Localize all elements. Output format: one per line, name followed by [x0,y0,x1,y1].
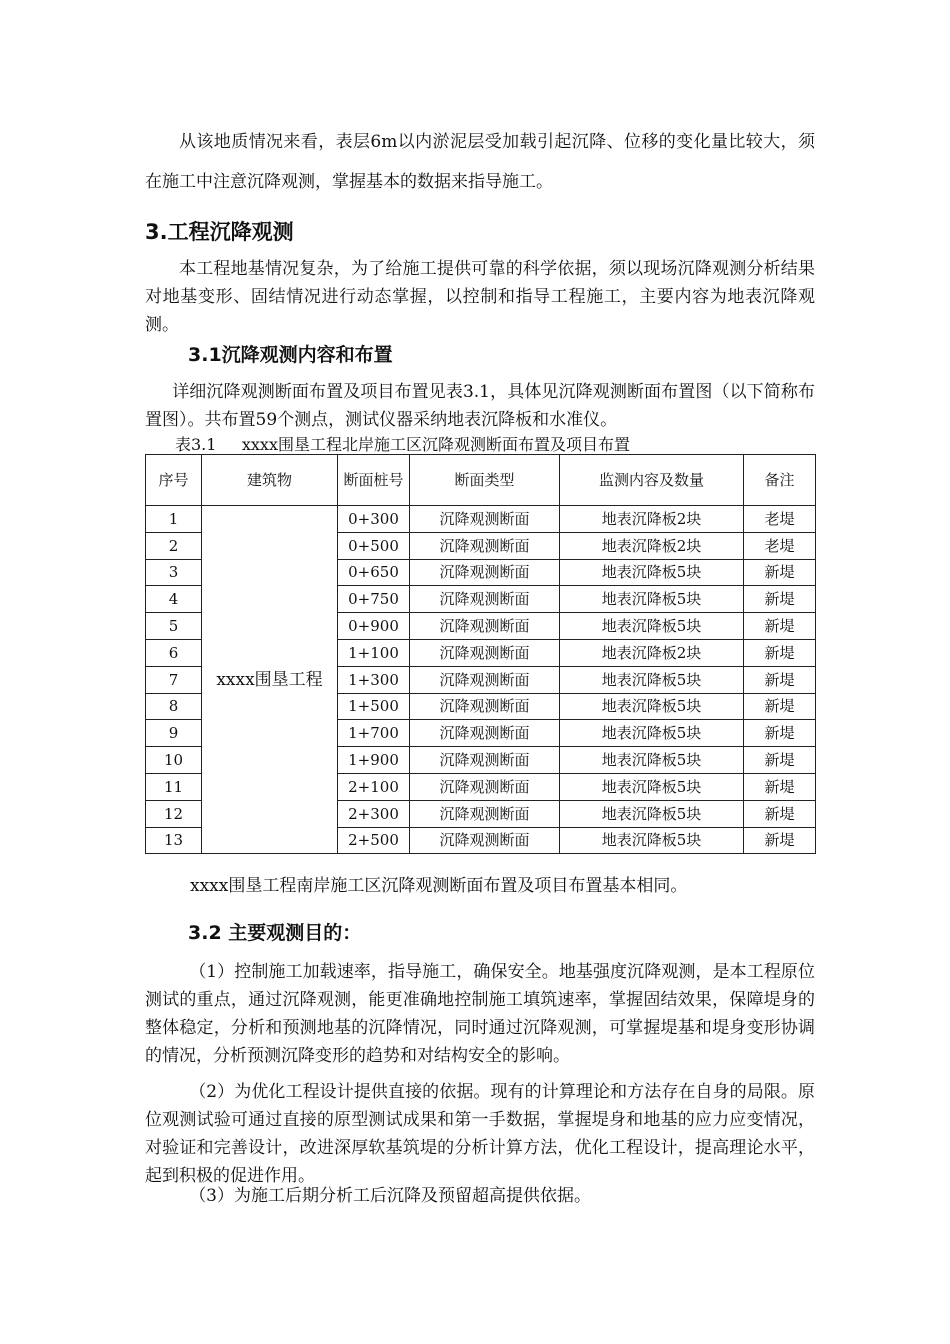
cell-station: 0+300 [338,506,410,533]
cell-station: 1+500 [338,693,410,720]
cell-station: 0+750 [338,586,410,613]
cell-no: 3 [146,559,202,586]
cell-no: 10 [146,747,202,774]
settlement-table [145,454,816,854]
objective-item-3: （3）为施工后期分析工后沉降及预留超高提供依据。 [189,1186,592,1206]
table-footnote: xxxx围垦工程南岸施工区沉降观测断面布置及项目布置基本相同。 [190,876,688,896]
cell-station: 2+500 [338,827,410,854]
cell-station: 2+300 [338,800,410,827]
cell-type: 沉降观测断面 [410,666,560,693]
cell-note: 新堤 [744,559,816,586]
cell-content: 地表沉降板5块 [560,827,744,854]
cell-note: 新堤 [744,827,816,854]
cell-station: 1+100 [338,639,410,666]
section-3-paragraph: 本工程地基情况复杂，为了给施工提供可靠的科学依据，须以现场沉降观测分析结果对地基变形、固结情况进行动态掌握，以控制和指导工程施工，主要内容为地表沉降观测。 [145,259,815,335]
cell-note: 新堤 [744,613,816,640]
cell-type: 沉降观测断面 [410,693,560,720]
cell-station: 2+100 [338,773,410,800]
cell-type: 沉降观测断面 [410,639,560,666]
cell-station: 0+900 [338,613,410,640]
cell-no: 4 [146,586,202,613]
cell-station: 0+650 [338,559,410,586]
cell-note: 新堤 [744,639,816,666]
cell-content: 地表沉降板5块 [560,773,744,800]
cell-type: 沉降观测断面 [410,720,560,747]
table-row [146,506,816,533]
cell-content: 地表沉降板5块 [560,800,744,827]
cell-content: 地表沉降板5块 [560,613,744,640]
cell-type: 沉降观测断面 [410,506,560,533]
cell-note: 新堤 [744,666,816,693]
cell-note: 新堤 [744,747,816,774]
cell-no: 12 [146,800,202,827]
cell-content: 地表沉降板2块 [560,639,744,666]
header-type: 断面类型 [410,455,560,506]
cell-note: 新堤 [744,800,816,827]
cell-type: 沉降观测断面 [410,800,560,827]
cell-note: 新堤 [744,773,816,800]
section-3-2-heading: 3.2 主要观测目的： [188,922,362,944]
cell-building: xxxx围垦工程 [202,506,338,854]
section-3-heading: 3.工程沉降观测 [145,220,294,244]
intro-paragraph: 从该地质情况来看，表层6m以内淤泥层受加载引起沉降、位移的变化量比较大，须在施工中注意沉降观测，掌握基本的数据来指导施工。 [145,132,815,192]
cell-content: 地表沉降板2块 [560,506,744,533]
cell-station: 1+700 [338,720,410,747]
header-building: 建筑物 [202,455,338,506]
objective-item-2: （2）为优化工程设计提供直接的依据。现有的计算理论和方法存在自身的局限。原位观测试验可通过直接的原型测试成果和第一手数据，掌握堤身和地基的应力应变情况，对验证和完善设计，改进深厚软基筑堤的分析计算方法，优化工程设计，提高理论水平，起到积极的促进作用。 [145,1082,815,1186]
cell-content: 地表沉降板5块 [560,586,744,613]
cell-no: 11 [146,773,202,800]
header-note: 备注 [744,455,816,506]
cell-note: 新堤 [744,586,816,613]
cell-type: 沉降观测断面 [410,559,560,586]
cell-content: 地表沉降板5块 [560,747,744,774]
cell-type: 沉降观测断面 [410,586,560,613]
cell-no: 6 [146,639,202,666]
cell-note: 老堤 [744,532,816,559]
cell-type: 沉降观测断面 [410,747,560,774]
table-header-row [146,455,816,506]
cell-note: 新堤 [744,720,816,747]
cell-no: 5 [146,613,202,640]
cell-no: 1 [146,506,202,533]
cell-no: 13 [146,827,202,854]
cell-station: 1+900 [338,747,410,774]
cell-type: 沉降观测断面 [410,827,560,854]
cell-content: 地表沉降板5块 [560,559,744,586]
cell-content: 地表沉降板5块 [560,666,744,693]
table-caption: 表3.1 xxxx围垦工程北岸施工区沉降观测断面布置及项目布置 [175,435,630,454]
header-content: 监测内容及数量 [560,455,744,506]
cell-no: 7 [146,666,202,693]
cell-content: 地表沉降板2块 [560,532,744,559]
cell-type: 沉降观测断面 [410,613,560,640]
cell-content: 地表沉降板5块 [560,693,744,720]
cell-no: 8 [146,693,202,720]
cell-station: 0+500 [338,532,410,559]
header-no: 序号 [146,455,202,506]
cell-note: 老堤 [744,506,816,533]
cell-no: 2 [146,532,202,559]
cell-type: 沉降观测断面 [410,773,560,800]
objective-item-1: （1）控制施工加载速率，指导施工，确保安全。地基强度沉降观测，是本工程原位测试的重点，通过沉降观测，能更准确地控制施工填筑速率，掌握固结效果，保障堤身的整体稳定，分析和预测地基的沉降情况，同时通过沉降观测，可掌握堤基和堤身变形协调的情况，分析预测沉降变形的趋势和对结构安全的影响。 [145,962,815,1066]
cell-type: 沉降观测断面 [410,532,560,559]
section-3-1-heading: 3.1沉降观测内容和布置 [188,344,393,366]
cell-note: 新堤 [744,693,816,720]
header-station: 断面桩号 [338,455,410,506]
cell-no: 9 [146,720,202,747]
cell-content: 地表沉降板5块 [560,720,744,747]
cell-station: 1+300 [338,666,410,693]
section-3-1-paragraph: 详细沉降观测断面布置及项目布置见表3.1，具体见沉降观测断面布置图（以下简称布置图）。共布置59个测点，测试仪器采纳地表沉降板和水准仪。 [145,382,815,430]
